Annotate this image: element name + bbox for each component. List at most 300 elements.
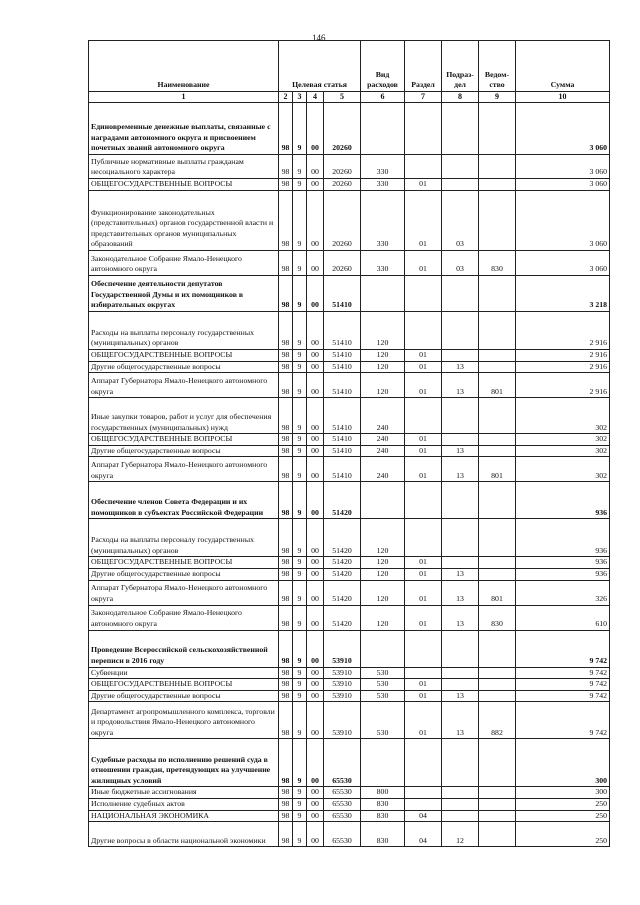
section-code: 01 (405, 568, 442, 580)
row-name: Другие общегосударственные вопросы (89, 445, 279, 457)
subsection-code: 03 (442, 251, 479, 276)
header-row (89, 41, 610, 92)
header-name: Наименование (89, 41, 279, 92)
row-name: ОБЩЕГОСУДАРСТВЕННЫЕ ВОПРОСЫ (89, 179, 279, 191)
target-code-program: 98 (279, 810, 293, 822)
sum-value: 302 (516, 434, 610, 446)
subsection-code (442, 519, 479, 557)
expense-type-code: 530 (361, 679, 405, 691)
target-code-direction: 20260 (324, 103, 361, 155)
department-code (479, 276, 516, 312)
department-code (479, 191, 516, 251)
department-code (479, 557, 516, 569)
row-name: Иные бюджетные ассигнования (89, 787, 279, 799)
target-code-group: 00 (307, 361, 324, 373)
row-name: Судебные расходы по исполнению решений суда в отношении граждан, претендующих на улучшение жилищных условий (89, 739, 279, 787)
sum-value: 2 916 (516, 361, 610, 373)
target-code-group: 00 (307, 810, 324, 822)
target-code-group: 00 (307, 398, 324, 434)
target-code-program: 98 (279, 434, 293, 446)
target-code-direction: 51420 (324, 519, 361, 557)
sum-value: 9 742 (516, 690, 610, 702)
expense-type-code: 120 (361, 580, 405, 605)
department-code (479, 519, 516, 557)
sum-value: 3 060 (516, 251, 610, 276)
column-number: 8 (442, 92, 479, 103)
subsection-code: 13 (442, 361, 479, 373)
target-code-direction: 51410 (324, 445, 361, 457)
department-code: 882 (479, 702, 516, 739)
target-code-group: 00 (307, 822, 324, 847)
row-name: Другие вопросы в области национальной экономики (89, 822, 279, 847)
target-code-subprogram: 9 (293, 457, 307, 482)
target-code-group: 00 (307, 155, 324, 179)
expense-type-code: 240 (361, 445, 405, 457)
target-code-group: 00 (307, 690, 324, 702)
column-number: 1 (89, 92, 279, 103)
expense-type-code: 120 (361, 361, 405, 373)
target-code-program: 98 (279, 361, 293, 373)
table-row (89, 103, 610, 155)
subsection-code (442, 398, 479, 434)
target-code-subprogram: 9 (293, 445, 307, 457)
sum-value: 936 (516, 557, 610, 569)
target-code-group: 00 (307, 312, 324, 350)
sum-value: 300 (516, 739, 610, 787)
target-code-subprogram: 9 (293, 251, 307, 276)
section-code: 01 (405, 557, 442, 569)
target-code-direction: 51420 (324, 605, 361, 630)
section-code (405, 276, 442, 312)
target-code-direction: 51410 (324, 350, 361, 362)
expense-type-code: 240 (361, 434, 405, 446)
target-code-direction: 51410 (324, 373, 361, 398)
target-code-subprogram: 9 (293, 398, 307, 434)
expense-type-code: 240 (361, 457, 405, 482)
expense-type-code: 120 (361, 373, 405, 398)
sum-value: 3 060 (516, 155, 610, 179)
target-code-direction: 51410 (324, 398, 361, 434)
table-row (89, 434, 610, 446)
row-name: НАЦИОНАЛЬНАЯ ЭКОНОМИКА (89, 810, 279, 822)
row-name: Субвенции (89, 667, 279, 679)
table-row (89, 251, 610, 276)
target-code-subprogram: 9 (293, 568, 307, 580)
sum-value: 9 742 (516, 679, 610, 691)
subsection-code (442, 312, 479, 350)
target-code-direction: 51420 (324, 482, 361, 519)
subsection-code: 13 (442, 568, 479, 580)
subsection-code (442, 557, 479, 569)
subsection-code (442, 667, 479, 679)
row-name: Законодательное Собрание Ямало-Ненецкого автономного округа (89, 251, 279, 276)
row-name: Функционирование законодательных (представительных) органов государственной власти и представительных органов муниципальных образований (89, 191, 279, 251)
target-code-group: 00 (307, 739, 324, 787)
table-row (89, 702, 610, 739)
table-row (89, 373, 610, 398)
column-number: 5 (324, 92, 361, 103)
section-code (405, 787, 442, 799)
expense-type-code: 330 (361, 251, 405, 276)
table-row (89, 798, 610, 810)
row-name: Другие общегосударственные вопросы (89, 568, 279, 580)
department-code (479, 679, 516, 691)
target-code-group: 00 (307, 103, 324, 155)
section-code: 01 (405, 457, 442, 482)
target-code-subprogram: 9 (293, 155, 307, 179)
target-code-subprogram: 9 (293, 179, 307, 191)
section-code: 01 (405, 679, 442, 691)
section-code (405, 739, 442, 787)
header-section: Раздел (405, 41, 442, 92)
department-code (479, 568, 516, 580)
target-code-direction: 51410 (324, 361, 361, 373)
target-code-program: 98 (279, 350, 293, 362)
row-name: Обеспечение деятельности депутатов Государственной Думы и их помощников в избирательных округах (89, 276, 279, 312)
row-name: Исполнение судебных актов (89, 798, 279, 810)
department-code (479, 434, 516, 446)
department-code: 801 (479, 580, 516, 605)
target-code-group: 00 (307, 667, 324, 679)
subsection-code (442, 434, 479, 446)
expense-type-code: 120 (361, 605, 405, 630)
target-code-direction: 65530 (324, 739, 361, 787)
expense-type-code: 530 (361, 690, 405, 702)
subsection-code (442, 155, 479, 179)
expense-type-code: 120 (361, 350, 405, 362)
row-name: Аппарат Губернатора Ямало-Ненецкого автономного округа (89, 580, 279, 605)
section-code (405, 519, 442, 557)
department-code (479, 398, 516, 434)
target-code-group: 00 (307, 179, 324, 191)
target-code-program: 98 (279, 191, 293, 251)
expense-type-code (361, 482, 405, 519)
department-code: 830 (479, 605, 516, 630)
target-code-program: 98 (279, 787, 293, 799)
department-code (479, 630, 516, 667)
column-number: 2 (279, 92, 293, 103)
subsection-code: 13 (442, 690, 479, 702)
target-code-program: 98 (279, 568, 293, 580)
target-code-group: 00 (307, 702, 324, 739)
target-code-program: 98 (279, 103, 293, 155)
target-code-program: 98 (279, 251, 293, 276)
row-name: Расходы на выплаты персоналу государственных (муниципальных) органов (89, 519, 279, 557)
expense-type-code: 330 (361, 191, 405, 251)
target-code-group: 00 (307, 787, 324, 799)
target-code-direction: 51420 (324, 557, 361, 569)
expense-type-code (361, 103, 405, 155)
table-row (89, 667, 610, 679)
section-code: 04 (405, 822, 442, 847)
expense-type-code: 830 (361, 810, 405, 822)
department-code (479, 798, 516, 810)
target-code-subprogram: 9 (293, 434, 307, 446)
target-code-program: 98 (279, 679, 293, 691)
department-code (479, 103, 516, 155)
department-code (479, 312, 516, 350)
target-code-group: 00 (307, 251, 324, 276)
row-name: ОБЩЕГОСУДАРСТВЕННЫЕ ВОПРОСЫ (89, 557, 279, 569)
target-code-direction: 51410 (324, 457, 361, 482)
target-code-group: 00 (307, 679, 324, 691)
sum-value: 3 060 (516, 179, 610, 191)
table-row (89, 155, 610, 179)
table-row (89, 445, 610, 457)
header-sum: Сумма (516, 41, 610, 92)
target-code-program: 98 (279, 667, 293, 679)
target-code-direction: 20260 (324, 251, 361, 276)
expense-type-code: 240 (361, 398, 405, 434)
target-code-group: 00 (307, 630, 324, 667)
subsection-code: 03 (442, 191, 479, 251)
row-name: Публичные нормативные выплаты гражданам несоциального характера (89, 155, 279, 179)
target-code-direction: 65530 (324, 810, 361, 822)
section-code: 01 (405, 179, 442, 191)
row-name: Аппарат Губернатора Ямало-Ненецкого автономного округа (89, 457, 279, 482)
row-name: ОБЩЕГОСУДАРСТВЕННЫЕ ВОПРОСЫ (89, 434, 279, 446)
department-code (479, 690, 516, 702)
subsection-code (442, 679, 479, 691)
expense-type-code: 330 (361, 155, 405, 179)
target-code-group: 00 (307, 373, 324, 398)
row-name: Проведение Всероссийской сельскохозяйственной переписи в 2016 году (89, 630, 279, 667)
expense-type-code: 120 (361, 557, 405, 569)
target-code-program: 98 (279, 605, 293, 630)
expense-type-code: 530 (361, 702, 405, 739)
target-code-group: 00 (307, 557, 324, 569)
section-code: 01 (405, 191, 442, 251)
target-code-direction: 51420 (324, 568, 361, 580)
table-row (89, 810, 610, 822)
target-code-subprogram: 9 (293, 810, 307, 822)
table-row (89, 568, 610, 580)
subsection-code: 13 (442, 457, 479, 482)
target-code-group: 00 (307, 445, 324, 457)
target-code-group: 00 (307, 191, 324, 251)
target-code-direction: 65530 (324, 787, 361, 799)
target-code-group: 00 (307, 798, 324, 810)
table-row (89, 398, 610, 434)
sum-value: 9 742 (516, 702, 610, 739)
table-row (89, 690, 610, 702)
target-code-direction: 65530 (324, 822, 361, 847)
department-code: 801 (479, 373, 516, 398)
target-code-direction: 53910 (324, 630, 361, 667)
target-code-subprogram: 9 (293, 373, 307, 398)
table-row (89, 519, 610, 557)
sum-value: 302 (516, 398, 610, 434)
subsection-code (442, 798, 479, 810)
department-code (479, 179, 516, 191)
section-code: 01 (405, 445, 442, 457)
department-code (479, 445, 516, 457)
target-code-program: 98 (279, 690, 293, 702)
target-code-direction: 53910 (324, 702, 361, 739)
target-code-subprogram: 9 (293, 798, 307, 810)
target-code-subprogram: 9 (293, 739, 307, 787)
target-code-direction: 65530 (324, 798, 361, 810)
subsection-code: 13 (442, 445, 479, 457)
section-code: 01 (405, 350, 442, 362)
row-name: Законодательное Собрание Ямало-Ненецкого автономного округа (89, 605, 279, 630)
expense-type-code (361, 739, 405, 787)
target-code-program: 98 (279, 557, 293, 569)
target-code-program: 98 (279, 373, 293, 398)
column-number: 6 (361, 92, 405, 103)
column-number: 3 (293, 92, 307, 103)
table-row (89, 605, 610, 630)
target-code-program: 98 (279, 312, 293, 350)
row-name: Иные закупки товаров, работ и услуг для обеспечения государственных (муниципальных) нужд (89, 398, 279, 434)
target-code-subprogram: 9 (293, 103, 307, 155)
department-code (479, 667, 516, 679)
section-code (405, 482, 442, 519)
table-row (89, 787, 610, 799)
department-code (479, 155, 516, 179)
target-code-program: 98 (279, 179, 293, 191)
table-row (89, 739, 610, 787)
expense-type-code: 830 (361, 822, 405, 847)
subsection-code: 13 (442, 580, 479, 605)
target-code-program: 98 (279, 739, 293, 787)
table-row (89, 457, 610, 482)
target-code-group: 00 (307, 605, 324, 630)
target-code-subprogram: 9 (293, 702, 307, 739)
sum-value: 610 (516, 605, 610, 630)
expense-type-code: 530 (361, 667, 405, 679)
sum-value: 3 218 (516, 276, 610, 312)
department-code (479, 482, 516, 519)
department-code: 830 (479, 251, 516, 276)
section-code (405, 798, 442, 810)
target-code-program: 98 (279, 630, 293, 667)
sum-value: 936 (516, 519, 610, 557)
column-number: 10 (516, 92, 610, 103)
table-row (89, 557, 610, 569)
sum-value: 3 060 (516, 191, 610, 251)
target-code-program: 98 (279, 702, 293, 739)
page-number: 146 (312, 33, 326, 43)
department-code (479, 361, 516, 373)
row-name: Аппарат Губернатора Ямало-Ненецкого автономного округа (89, 373, 279, 398)
target-code-subprogram: 9 (293, 630, 307, 667)
department-code (479, 810, 516, 822)
subsection-code (442, 276, 479, 312)
target-code-program: 98 (279, 482, 293, 519)
target-code-subprogram: 9 (293, 312, 307, 350)
section-code: 01 (405, 605, 442, 630)
column-number: 4 (307, 92, 324, 103)
section-code: 01 (405, 434, 442, 446)
subsection-code: 13 (442, 605, 479, 630)
department-code (479, 739, 516, 787)
target-code-subprogram: 9 (293, 191, 307, 251)
target-code-direction: 51410 (324, 312, 361, 350)
row-name: Обеспечение членов Совета Федерации и их помощников в субъектах Российской Федерации (89, 482, 279, 519)
row-name: ОБЩЕГОСУДАРСТВЕННЫЕ ВОПРОСЫ (89, 679, 279, 691)
target-code-group: 00 (307, 276, 324, 312)
expense-type-code: 800 (361, 787, 405, 799)
row-name: Расходы на выплаты персоналу государственных (муниципальных) органов (89, 312, 279, 350)
target-code-program: 98 (279, 398, 293, 434)
target-code-program: 98 (279, 155, 293, 179)
target-code-subprogram: 9 (293, 690, 307, 702)
row-name: ОБЩЕГОСУДАРСТВЕННЫЕ ВОПРОСЫ (89, 350, 279, 362)
expense-type-code (361, 276, 405, 312)
section-code: 04 (405, 810, 442, 822)
budget-table (88, 40, 610, 847)
table-row (89, 179, 610, 191)
table-row (89, 350, 610, 362)
section-code (405, 155, 442, 179)
target-code-group: 00 (307, 457, 324, 482)
table-row (89, 276, 610, 312)
table-row (89, 191, 610, 251)
expense-type-code: 830 (361, 798, 405, 810)
target-code-group: 00 (307, 568, 324, 580)
target-code-program: 98 (279, 519, 293, 557)
target-code-subprogram: 9 (293, 557, 307, 569)
subsection-code (442, 630, 479, 667)
target-code-direction: 53910 (324, 667, 361, 679)
sum-value: 250 (516, 822, 610, 847)
sum-value: 9 742 (516, 630, 610, 667)
table-row (89, 630, 610, 667)
target-code-program: 98 (279, 580, 293, 605)
table-row (89, 312, 610, 350)
section-code (405, 398, 442, 434)
target-code-subprogram: 9 (293, 350, 307, 362)
table-row (89, 482, 610, 519)
budget-rows (89, 103, 610, 847)
target-code-direction: 20260 (324, 179, 361, 191)
target-code-subprogram: 9 (293, 822, 307, 847)
sum-value: 250 (516, 798, 610, 810)
header-department: Ведом-ство (479, 41, 516, 92)
subsection-code (442, 787, 479, 799)
section-code: 01 (405, 373, 442, 398)
target-code-direction: 51410 (324, 434, 361, 446)
column-number: 7 (405, 92, 442, 103)
sum-value: 250 (516, 810, 610, 822)
target-code-group: 00 (307, 482, 324, 519)
section-code: 01 (405, 690, 442, 702)
subsection-code: 13 (442, 702, 479, 739)
table-row (89, 361, 610, 373)
department-code: 801 (479, 457, 516, 482)
target-code-group: 00 (307, 519, 324, 557)
expense-type-code: 120 (361, 519, 405, 557)
target-code-program: 98 (279, 445, 293, 457)
target-code-direction: 20260 (324, 191, 361, 251)
target-code-group: 00 (307, 580, 324, 605)
table-row (89, 580, 610, 605)
department-code (479, 350, 516, 362)
section-code (405, 667, 442, 679)
sum-value: 302 (516, 445, 610, 457)
target-code-subprogram: 9 (293, 679, 307, 691)
target-code-subprogram: 9 (293, 580, 307, 605)
target-code-subprogram: 9 (293, 519, 307, 557)
subsection-code (442, 350, 479, 362)
expense-type-code: 120 (361, 312, 405, 350)
target-code-program: 98 (279, 276, 293, 312)
sum-value: 9 742 (516, 667, 610, 679)
row-name: Другие общегосударственные вопросы (89, 361, 279, 373)
section-code (405, 312, 442, 350)
sum-value: 302 (516, 457, 610, 482)
